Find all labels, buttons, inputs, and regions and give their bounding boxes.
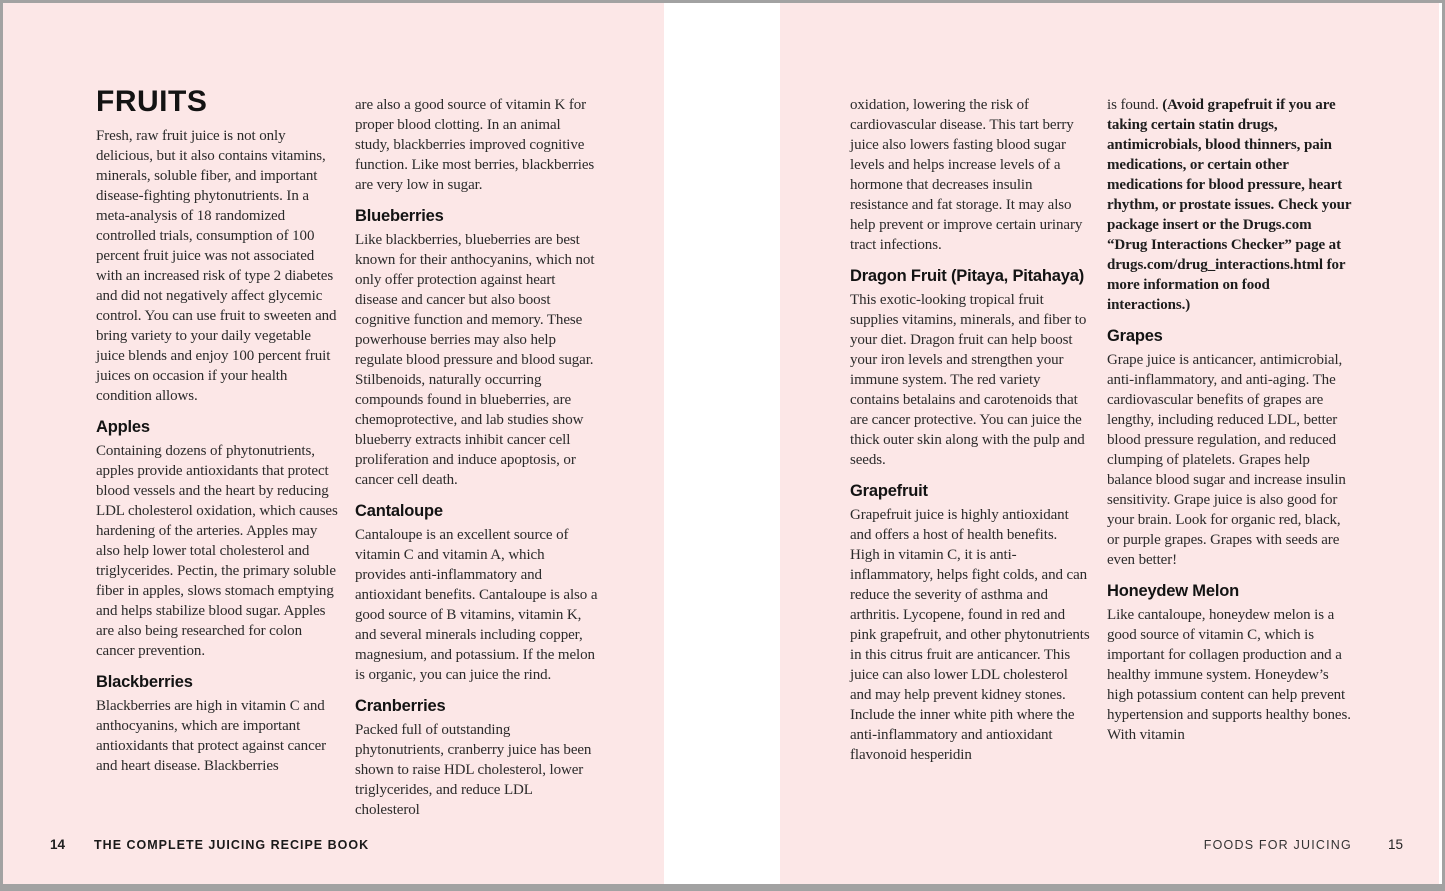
right-page-footer	[1204, 837, 1403, 852]
section-heading-blueberries: Blueberries	[355, 207, 444, 225]
section-heading-cantaloupe: Cantaloupe	[355, 502, 443, 520]
section-heading-dragon-fruit: Dragon Fruit (Pitaya, Pitahaya)	[850, 267, 1085, 285]
section-paragraph-apples: Containing dozens of phytonutrients, apples provide antioxidants that protect blood vessels and the heart by reducing LDL cholesterol oxidation, which causes hardening of the arteries. Apples may also help lower total cholesterol and triglycerides. Pectin, the primary soluble fiber in apples, slows stomach emptying and helps stabilize blood sugar. Apples are also being researched for colon cancer prevention.	[96, 443, 338, 659]
section-paragraph-blackberries: Blackberries are high in vitamin C and anthocyanins, which are important antioxidants that protect against cancer and heart disease. Blackberries	[96, 698, 327, 774]
section-heading-blackberries: Blackberries	[96, 673, 193, 691]
section-heading-cranberries: Cranberries	[355, 697, 446, 715]
book-gutter	[664, 3, 780, 884]
page-title: FRUITS	[96, 85, 208, 118]
section-paragraph-honeydew-melon: Like cantaloupe, honeydew melon is a good source of vitamin C, which is important for collagen production and a healthy immune system. Honeydew’s high potassium content can help prevent hypertension and supports healthy bones. With vitamin	[1107, 607, 1351, 743]
section-paragraph-blueberries: Like blackberries, blueberries are best known for their anthocyanins, which not only offer protection against heart disease and cancer but also boost cognitive function and memory. These powerhouse berries may also help regulate blood pressure and blood sugar. Stilbenoids, naturally occurring compounds found in blueberries, are chemoprotective, and lab studies show blueberry extracts inhibit cancer cell proliferation and induce apoptosis, or cancer cell death.	[355, 232, 595, 488]
section-paragraph-cantaloupe: Cantaloupe is an excellent source of vitamin C and vitamin A, which provides anti-inflammatory and antioxidant benefits. Cantaloupe is also a good source of B vitamins, vitamin K, and several minerals including copper, magnesium, and potassium. If the melon is organic, you can juice the rind.	[355, 527, 598, 683]
section-paragraph-dragon-fruit: This exotic-looking tropical fruit supplies vitamins, minerals, and fiber to your diet. Dragon fruit can help boost your iron levels and strengthen your immune system. The red variety contains betalains and carotenoids that are cancer protective. You can juice the thick outer skin along with the pulp and seeds.	[850, 292, 1087, 468]
section-paragraph-grapes: Grape juice is anticancer, antimicrobial, anti-inflammatory, and anti-aging. The cardiovascular benefits of grapes are lengthy, including reduced LDL, better blood pressure regulation, and reduced clumping of platelets. Grapes help balance blood sugar and increase insulin sensitivity. Grape juice is also good for your brain. Look for organic red, black, or purple grapes. Grapes with seeds are even better!	[1107, 352, 1346, 568]
section-heading-grapes: Grapes	[1107, 327, 1163, 345]
left-page-footer	[50, 837, 369, 852]
book-title-running-footer: THE COMPLETE JUICING RECIPE BOOK	[94, 838, 370, 852]
intro-paragraph: Fresh, raw fruit juice is not only delicious, but it also contains vitamins, minerals, soluble fiber, and important disease-fighting phytonutrients. In a meta-analysis of 18 randomized controlled trials, consumption of 100 percent fruit juice was not associated with an increased risk of type 2 diabetes and did not negatively affect glycemic control. You can use fruit to sweeten and bring variety to your daily vegetable juice blends and enjoy 100 percent fruit juices on occasion if your health condition allows.	[96, 128, 337, 404]
left-page-number: 14	[50, 837, 66, 852]
chapter-running-footer: FOODS FOR JUICING	[1203, 838, 1352, 852]
grapefruit-continued-regular-text: is found.	[1107, 97, 1163, 113]
grapefruit-warning-bold-note: (Avoid grapefruit if you are taking certain statin drugs, antimicrobials, blood thinners, pain medications, or certain other medications for blood pressure, heart rhythm, or prostate issues. Check your package insert or the Drugs.com “Drug Interactions Checker” page at drugs.com/drug_interactions.html for more information on food interactions.)	[1107, 97, 1352, 313]
right-page-column-2	[1107, 95, 1355, 745]
left-page-column-1	[96, 86, 339, 776]
section-heading-honeydew-melon: Honeydew Melon	[1107, 582, 1239, 600]
section-paragraph-grapefruit: Grapefruit juice is highly antioxidant and offers a host of health benefits. High in vitamin C, it is anti-inflammatory, helps fight colds, and can reduce the severity of asthma and arthritis. Lycopene, found in red and pink grapefruit, and other phytonutrients in this citrus fruit are anticancer. This juice can also lower LDL cholesterol and may help prevent kidney stones. Include the inner white pith where the anti-inflammatory and antioxidant flavonoid hesperidin	[850, 507, 1090, 763]
section-paragraph-cranberries: Packed full of outstanding phytonutrients, cranberry juice has been shown to raise HDL cholesterol, lower triglycerides, and reduce LDL cholesterol	[355, 722, 592, 818]
left-page-column-2	[355, 95, 598, 820]
section-heading-apples: Apples	[96, 418, 150, 436]
grapefruit-continued-paragraph	[1107, 95, 1355, 315]
cranberries-continued-paragraph: oxidation, lowering the risk of cardiovascular disease. This tart berry juice also lowers fasting blood sugar levels and helps increase levels of a hormone that decreases insulin resistance and fat storage. It may also help prevent or improve certain urinary tract infections.	[850, 97, 1083, 253]
blackberries-continued-paragraph: are also a good source of vitamin K for proper blood clotting. In an animal study, blackberries improved cognitive function. Like most berries, blackberries are very low in sugar.	[355, 97, 595, 193]
right-page-column-1	[850, 95, 1090, 765]
section-heading-grapefruit: Grapefruit	[850, 482, 928, 500]
right-page-number: 15	[1387, 837, 1403, 852]
